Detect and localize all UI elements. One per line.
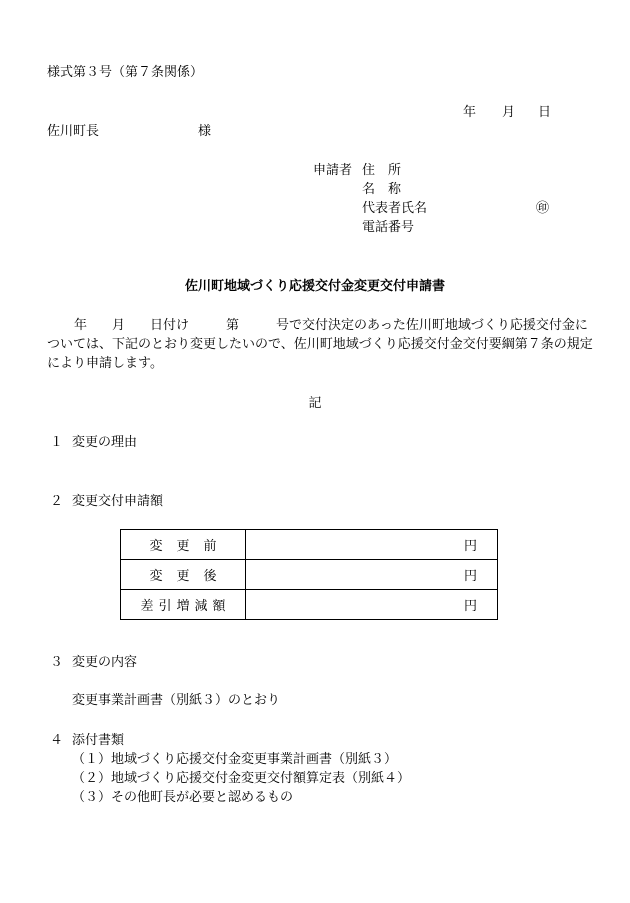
body-year: 年	[74, 318, 88, 333]
section3-label: 変更の内容	[72, 655, 138, 670]
addressee-honorific: 様	[198, 124, 212, 139]
row-label-before: 変更前	[121, 530, 246, 560]
row-unit-after: 円	[246, 560, 498, 590]
attachment-item: （１）地域づくり応援交付金変更事業計画書（別紙３）	[72, 752, 398, 767]
applicant-representative: 代表者氏名	[362, 201, 428, 216]
section3-content: 変更事業計画書（別紙３）のとおり	[72, 693, 281, 708]
body-line3: により申請します。	[47, 356, 163, 371]
section2-label: 変更交付申請額	[72, 494, 164, 509]
body-month: 月	[112, 318, 126, 333]
table-row	[121, 590, 498, 620]
applicant-address: 住 所	[362, 163, 402, 178]
body-no: 第	[226, 318, 240, 333]
addressee-name: 佐川町長	[47, 124, 100, 139]
amount-table	[120, 529, 498, 620]
date-year: 年	[463, 105, 477, 120]
applicant-label: 申請者	[313, 163, 353, 178]
table-row	[121, 530, 498, 560]
row-label-difference: 差引増減額	[121, 590, 246, 620]
form-number: 様式第３号（第７条関係）	[47, 65, 204, 80]
applicant-name: 名 称	[362, 182, 402, 197]
row-unit-difference: 円	[246, 590, 498, 620]
row-unit-before: 円	[246, 530, 498, 560]
attachment-item: （２）地域づくり応援交付金変更交付額算定表（別紙４）	[72, 771, 411, 786]
applicant-phone: 電話番号	[362, 220, 415, 235]
section1-number: １	[50, 435, 64, 450]
date-month: 月	[502, 105, 516, 120]
seal-mark: ㊞	[536, 201, 550, 216]
body-line2: ついては、下記のとおり変更したいので、佐川町地域づくり応援交付金交付要綱第７条の規定	[47, 337, 593, 352]
section2-number: ２	[50, 494, 64, 509]
table-row	[121, 560, 498, 590]
body-line1-rest: 号で交付決定のあった佐川町地域づくり応援交付金に	[276, 318, 588, 333]
section3-number: ３	[50, 655, 64, 670]
ki-heading: 記	[308, 396, 322, 411]
attachment-item: （３）その他町長が必要と認めるもの	[72, 790, 294, 805]
row-label-after: 変更後	[121, 560, 246, 590]
section4-label: 添付書類	[72, 733, 125, 748]
date-day: 日	[538, 105, 552, 120]
section4-number: ４	[50, 733, 64, 748]
body-dated: 日付け	[150, 318, 190, 333]
document-title: 佐川町地域づくり応援交付金変更交付申請書	[184, 279, 445, 294]
section1-label: 変更の理由	[72, 435, 138, 450]
